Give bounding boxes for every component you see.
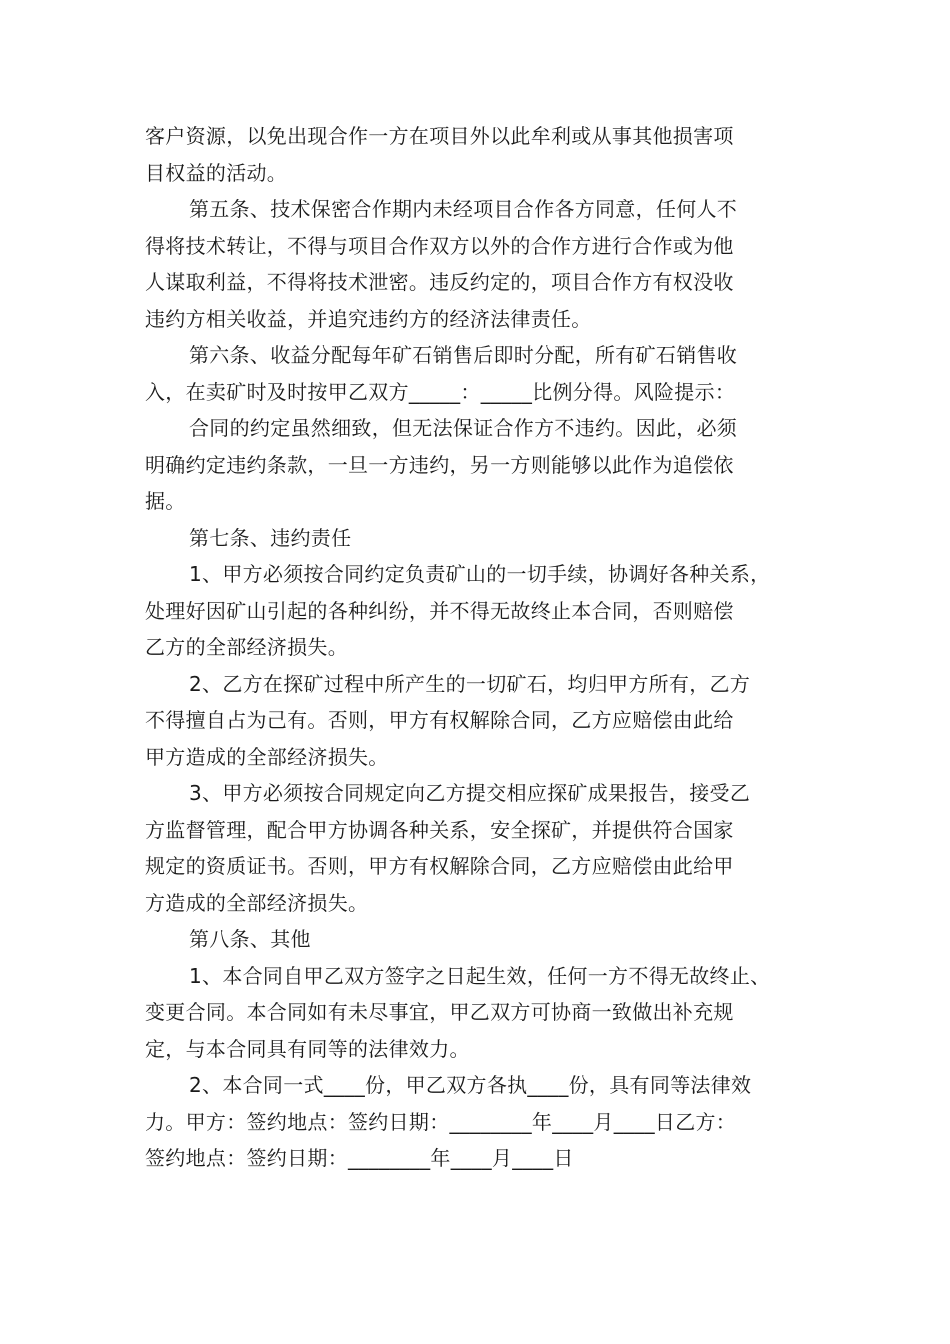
contract-paragraph (145, 921, 807, 958)
contract-paragraph (145, 410, 807, 520)
paragraph-line: 目权益的活动。 (145, 160, 288, 185)
paragraph-line: 甲方造成的全部经济损失。 (145, 744, 389, 769)
paragraph-line: 第五条、技术保密合作期内未经项目合作各方同意，任何人不 (189, 197, 738, 221)
paragraph-line: 第六条、收益分配每年矿石销售后即时分配，所有矿石销售收 (189, 343, 738, 367)
paragraph-line: 力。甲方：签约地点：签约日期：________年____月____日乙方： (145, 1109, 737, 1134)
paragraph-line: 1、本合同自甲乙双方签字之日起生效，任何一方不得无故终止、 (189, 963, 771, 988)
contract-paragraph (145, 118, 807, 191)
paragraph-line: 明确约定违约条款，一旦一方违约，另一方则能够以此作为追偿依 (145, 452, 734, 477)
paragraph-line: 合同的约定虽然细致，但无法保证合作方不违约。因此，必须 (189, 416, 738, 440)
paragraph-line: 人谋取利益，不得将技术泄密。违反约定的，项目合作方有权没收 (145, 270, 734, 294)
paragraph-line: 乙方的全部经济损失。 (145, 635, 348, 659)
paragraph-line: 处理好因矿山引起的各种纠纷，并不得无故终止本合同，否则赔偿 (145, 598, 734, 623)
paragraph-line: 违约方相关收益，并追究违约方的经济法律责任。 (145, 306, 592, 331)
contract-paragraph (145, 520, 807, 557)
contract-paragraph (145, 337, 807, 410)
paragraph-line: 入，在卖矿时及时按甲乙双方_____：_____比例分得。风险提示： (145, 379, 736, 404)
paragraph-line: 不得擅自占为己有。否则，甲方有权解除合同，乙方应赔偿由此给 (145, 708, 734, 732)
document-body (145, 118, 807, 1177)
contract-paragraph (145, 958, 807, 1068)
contract-paragraph (145, 1067, 807, 1177)
paragraph-line: 签约地点：签约日期：________年____月____日 (145, 1146, 574, 1170)
paragraph-line: 定，与本合同具有同等的法律效力。 (145, 1036, 470, 1061)
paragraph-line: 方造成的全部经济损失。 (145, 890, 369, 915)
contract-paragraph (145, 556, 807, 666)
paragraph-line: 客户资源，以免出现合作一方在项目外以此牟利或从事其他损害项 (145, 124, 734, 148)
paragraph-line: 3、甲方必须按合同规定向乙方提交相应探矿成果报告，接受乙 (189, 781, 751, 805)
contract-paragraph (145, 775, 807, 921)
contract-paragraph (145, 666, 807, 776)
paragraph-line: 据。 (145, 489, 186, 513)
paragraph-line: 得将技术转让，不得与项目合作双方以外的合作方进行合作或为他 (145, 233, 734, 258)
paragraph-line: 变更合同。本合同如有未尽事宜，甲乙双方可协商一致做出补充规 (145, 1000, 734, 1024)
contract-paragraph (145, 191, 807, 337)
paragraph-line: 1、甲方必须按合同约定负责矿山的一切手续，协调好各种关系， (189, 562, 771, 586)
paragraph-line: 2、乙方在探矿过程中所产生的一切矿石，均归甲方所有，乙方 (189, 671, 751, 696)
paragraph-line: 规定的资质证书。否则，甲方有权解除合同，乙方应赔偿由此给甲 (145, 854, 734, 878)
paragraph-line: 第七条、违约责任 (189, 525, 352, 550)
paragraph-line: 2、本合同一式____份，甲乙双方各执____份，具有同等法律效 (189, 1073, 752, 1097)
paragraph-line: 方监督管理，配合甲方协调各种关系，安全探矿，并提供符合国家 (145, 817, 734, 842)
paragraph-line: 第八条、其他 (189, 927, 311, 951)
